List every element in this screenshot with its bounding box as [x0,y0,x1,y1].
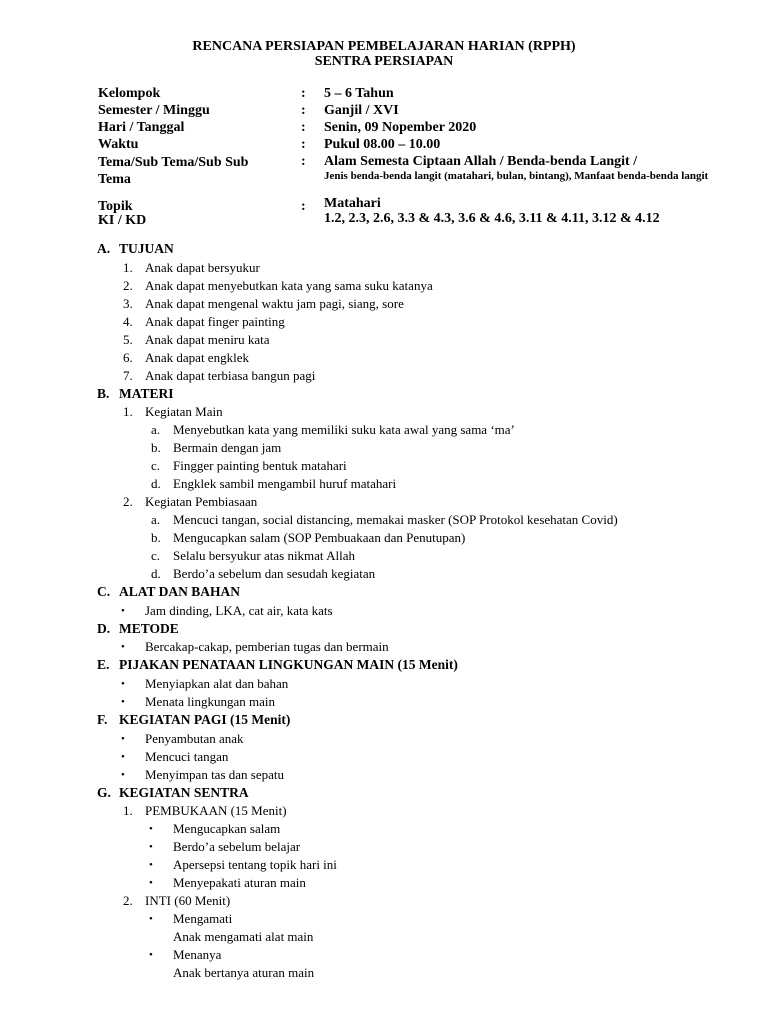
item-text: Apersepsi tentang topik hari ini [173,857,337,873]
list-item [97,313,717,331]
list-item [97,277,717,295]
section-title: MATERI [119,385,174,401]
info-row [98,196,718,212]
item-letter: a. [151,422,161,438]
bullet-item [97,748,717,766]
sub-list-item [97,439,717,457]
bullet-icon: • [121,732,125,745]
sub-list-item [97,529,717,547]
sub-list-item [97,421,717,439]
info-row [98,137,718,154]
section-heading [97,620,717,639]
info-value: Matahari [324,196,381,211]
info-colon: : [301,86,306,101]
item-text: Mengucapkan salam [173,821,281,837]
item-number: 7. [123,367,133,383]
bullet-icon: • [121,695,125,708]
bullet-item [97,675,717,693]
info-value: 1.2, 2.3, 2.6, 3.3 & 4.3, 3.6 & 4.6, 3.11 & 4.11, 3.12 & 4.12 [324,211,660,226]
item-number: 4. [123,313,133,329]
info-value: Ganjil / XVI [324,103,399,118]
info-colon: : [301,199,306,214]
info-colon: : [301,137,306,152]
section-heading [97,385,717,404]
section-letter: F. [97,711,108,727]
bullet-icon: • [149,823,153,836]
document-subtitle: SENTRA PERSIAPAN [314,54,454,69]
item-number: 1. [123,259,133,275]
item-text: Mengucapkan salam (SOP Pembuakaan dan Penutupan) [173,530,466,546]
list-item [97,802,717,820]
section-letter: E. [97,657,110,673]
item-text: Berdo’a sebelum belajar [173,839,301,855]
sub-list-item [97,457,717,475]
section-heading [97,240,717,259]
item-number: 1. [123,404,133,420]
list-item [97,892,717,910]
item-text: Penyambutan anak [145,730,244,746]
bullet-icon: • [149,877,153,890]
bullet-icon: • [121,750,125,763]
item-text: Berdo’a sebelum dan sesudah kegiatan [173,566,376,582]
item-letter: b. [151,440,161,456]
bullet-item [97,856,717,874]
item-text: INTI (60 Menit) [145,893,231,909]
info-row [98,86,718,103]
info-value: 5 – 6 Tahun [324,86,394,101]
info-label: Hari / Tanggal [98,120,185,135]
section-heading [97,656,717,675]
bullet-item [97,730,717,748]
item-letter: c. [151,548,161,564]
item-text: Mencuci tangan [145,748,229,764]
bullet-icon: • [121,768,125,781]
bullet-item [97,874,717,892]
bullet-item [97,910,717,928]
item-text: Kegiatan Main [145,404,223,420]
info-value-sub: Jenis benda-benda langit (matahari, bulan, bintang), Manfaat benda-benda langit [324,170,709,182]
bullet-icon: • [121,677,125,690]
item-letter: c. [151,458,161,474]
item-text: Anak dapat meniru kata [145,331,270,347]
item-text: Bercakap-cakap, pemberian tugas dan bermain [145,639,389,655]
item-number: 3. [123,295,133,311]
bullet-icon: • [149,913,153,926]
info-row [98,154,718,196]
continuation-text [97,928,717,946]
item-text: Anak dapat mengenal waktu jam pagi, siang, sore [145,295,404,311]
list-item [97,331,717,349]
list-item [97,367,717,385]
info-label: Topik [98,199,133,214]
bullet-item [97,946,717,964]
info-label: KI / KD [98,213,147,228]
item-text: Mengamati [173,911,233,927]
section-letter: C. [97,584,111,600]
sub-list-item [97,547,717,565]
item-text: Anak dapat bersyukur [145,259,260,275]
bullet-icon: • [121,641,125,654]
section-heading [97,583,717,602]
info-label: Tema/Sub Tema/Sub Sub Tema [98,155,249,187]
info-row [98,103,718,120]
item-text: Menyiapkan alat dan bahan [145,675,289,691]
item-text: Menyebutkan kata yang memiliki suku kata awal yang sama ‘ma’ [173,422,515,438]
list-item [97,403,717,421]
item-text: Selalu bersyukur atas nikmat Allah [173,548,355,564]
bullet-item [97,602,717,620]
list-item [97,349,717,367]
sub-list-item [97,475,717,493]
info-row [98,212,718,229]
item-text: Menyimpan tas dan sepatu [145,766,284,782]
document-title: RENCANA PERSIAPAN PEMBELAJARAN HARIAN (RPPH) [192,39,576,54]
section-title: ALAT DAN BAHAN [119,584,241,600]
section-letter: G. [97,784,111,800]
bullet-icon: • [149,841,153,854]
section-heading [97,711,717,730]
item-letter: d. [151,476,161,492]
item-text: Menanya [173,947,222,963]
item-letter: d. [151,566,161,582]
item-text: Bermain dengan jam [173,440,282,456]
info-value: Pukul 08.00 – 10.00 [324,137,441,152]
item-text: Menata lingkungan main [145,693,275,709]
bullet-icon: • [149,949,153,962]
list-item [97,493,717,511]
section-letter: A. [97,241,111,256]
item-number: 5. [123,331,133,347]
info-table [98,86,718,229]
item-number: 2. [123,893,133,909]
info-colon: : [301,120,306,135]
item-text: Jam dinding, LKA, cat air, kata kats [145,602,333,618]
item-text: Fingger painting bentuk matahari [173,458,347,474]
list-item [97,295,717,313]
section-title: KEGIATAN SENTRA [119,784,249,800]
item-text: Mencuci tangan, social distancing, memakai masker (SOP Protokol kesehatan Covid) [173,512,618,528]
document-body [97,240,717,982]
info-row [98,120,718,137]
info-value [324,154,714,183]
section-title: KEGIATAN PAGI (15 Menit) [119,711,291,727]
bullet-item [97,766,717,784]
bullet-item [97,693,717,711]
item-text: Menyepakati aturan main [173,875,306,891]
item-number: 2. [123,277,133,293]
section-title: PIJAKAN PENATAAN LINGKUNGAN MAIN (15 Menit) [119,657,458,673]
info-label: Semester / Minggu [98,103,210,118]
section-title: METODE [119,620,179,636]
item-detail: Anak mengamati alat main [173,929,314,945]
bullet-item [97,838,717,856]
item-text: Engklek sambil mengambil huruf matahari [173,476,397,492]
section-title: TUJUAN [119,241,174,256]
item-number: 6. [123,349,133,365]
item-number: 2. [123,494,133,510]
info-value: Senin, 09 Nopember 2020 [324,120,477,135]
bullet-item [97,820,717,838]
info-value-main: Alam Semesta Ciptaan Allah / Benda-benda Langit / [324,154,638,169]
list-item [97,259,717,277]
info-label: Waktu [98,137,139,152]
item-letter: b. [151,530,161,546]
info-colon: : [301,154,306,169]
item-text: Anak dapat terbiasa bangun pagi [145,367,316,383]
item-letter: a. [151,512,161,528]
info-colon: : [301,103,306,118]
bullet-icon: • [121,604,125,617]
item-text: Anak dapat engklek [145,349,249,365]
section-letter: B. [97,385,110,401]
item-text: Anak dapat menyebutkan kata yang sama suku katanya [145,277,433,293]
bullet-item [97,638,717,656]
item-text: Anak dapat finger painting [145,313,285,329]
item-detail: Anak bertanya aturan main [173,965,315,981]
item-text: PEMBUKAAN (15 Menit) [145,803,287,819]
section-letter: D. [97,620,111,636]
item-number: 1. [123,803,133,819]
section-heading [97,784,717,803]
bullet-icon: • [149,859,153,872]
item-text: Kegiatan Pembiasaan [145,494,258,510]
sub-list-item [97,511,717,529]
continuation-text [97,964,717,982]
info-label: Kelompok [98,86,161,101]
sub-list-item [97,565,717,583]
